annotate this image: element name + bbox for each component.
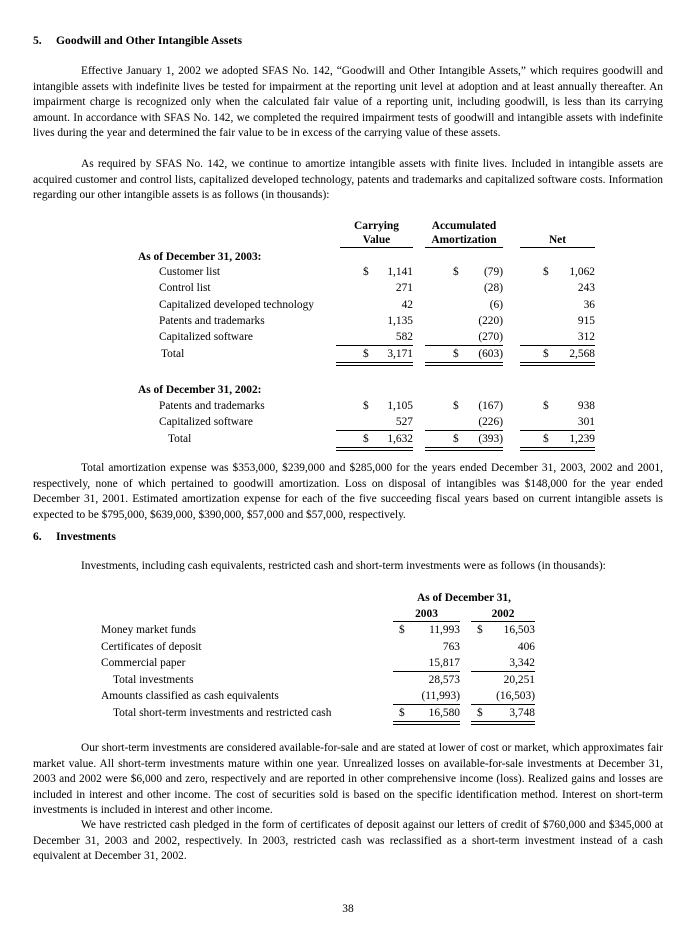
column-header-2003: 2003	[415, 608, 438, 620]
dollar-sign: $	[543, 433, 549, 445]
paragraph-text: We have restricted cash pledged in the form of certificates of deposit against our letters of credit of $760,000 and $345,000 at December 31, 2003 and 2002, respectively. In 2003, restricted cash was reclassified as a short-term investment instead of a cash equivalent at December 31, 2002.	[33, 819, 663, 863]
dollar-sign: $	[399, 707, 405, 719]
section-number: 6.	[33, 530, 42, 543]
header-line: Net	[548, 234, 567, 246]
dollar-sign: $	[453, 266, 459, 278]
net-value: 1,239	[569, 433, 595, 445]
row-label: Capitalized software	[159, 331, 253, 343]
accumulated-amortization: (603)	[478, 348, 503, 360]
section-title: Goodwill and Other Intangible Assets	[56, 34, 242, 47]
paragraph-text: Investments, including cash equivalents, restricted cash and short-term investments were as follows (in thousands):	[81, 560, 606, 572]
table-row	[0, 688, 696, 704]
dollar-sign: $	[363, 400, 369, 412]
value-2003: 28,573	[428, 674, 460, 686]
row-label: Amounts classified as cash equivalents	[101, 690, 279, 702]
accumulated-amortization: (167)	[478, 400, 503, 412]
carrying-value: 1,141	[387, 266, 413, 278]
carrying-value: 3,171	[387, 348, 413, 360]
value-2002: 406	[517, 641, 535, 653]
table-row	[0, 639, 696, 655]
dollar-sign: $	[543, 400, 549, 412]
net-value: 36	[583, 299, 595, 311]
row-label: Customer list	[159, 266, 221, 278]
value-2003: 763	[442, 641, 460, 653]
row-label: Certificates of deposit	[101, 641, 202, 653]
accumulated-amortization: (6)	[489, 299, 503, 311]
section-number: 5.	[33, 34, 42, 47]
paragraph-text: Total amortization expense was $353,000, $239,000 and $285,000 for the years ended December 31, 2003, 2002 and 2001, respectively, none of which pertained to goodwill amortization. Loss on disposal of intangibles was $148,000 for the year ended December 31, 2001. Estimated amortization expense for each of the five succeeding fiscal years based on current intangible assets is expected to be $795,000, $639,000, $390,000, $57,000 and $57,000, respectively.	[33, 462, 663, 521]
net-value: 2,568	[569, 348, 595, 360]
carrying-value: 582	[395, 331, 413, 343]
table-row	[0, 622, 696, 638]
row-label: Capitalized software	[159, 416, 253, 428]
dollar-sign: $	[543, 348, 549, 360]
row-label: Total	[168, 433, 192, 445]
value-2002: (16,503)	[496, 690, 535, 702]
value-2002: 3,748	[509, 707, 535, 719]
net-value: 243	[577, 282, 595, 294]
dollar-sign: $	[453, 348, 459, 360]
row-label: Control list	[159, 282, 211, 294]
value-2003: 15,817	[428, 657, 460, 669]
group-title-2002: As of December 31, 2002:	[138, 384, 262, 396]
row-label: Total investments	[113, 674, 194, 686]
table-row	[0, 655, 696, 671]
row-label: Capitalized developed technology	[159, 299, 314, 311]
page-number: 38	[342, 903, 354, 915]
table-row	[0, 672, 696, 688]
accumulated-amortization: (79)	[484, 266, 503, 278]
paragraph	[33, 818, 663, 865]
carrying-value: 1,632	[387, 433, 413, 445]
value-2003: 16,580	[428, 707, 460, 719]
dollar-sign: $	[399, 624, 405, 636]
carrying-value: 527	[395, 416, 413, 428]
row-label: Money market funds	[101, 624, 196, 636]
accumulated-amortization: (28)	[484, 282, 503, 294]
dollar-sign: $	[453, 400, 459, 412]
carrying-value: 1,105	[387, 400, 413, 412]
dollar-sign: $	[363, 433, 369, 445]
row-label: Patents and trademarks	[159, 315, 265, 327]
total-row	[0, 705, 696, 721]
value-2003: 11,993	[429, 624, 460, 636]
value-2002: 3,342	[509, 657, 535, 669]
paragraph-text: Effective January 1, 2002 we adopted SFAS No. 142, “Goodwill and Other Intangible Assets,” which requires goodwill and intangible assets with indefinite lives be tested for impairment at the reporting unit level at adoption and at least annually thereafter. An impairment charge is recognized only when the calculated fair value of a reporting unit, including goodwill, is less than its carrying amount. In accordance with SFAS No. 142, we completed the required impairment tests of goodwill and intangible assets with indefinite lives during the year and determined the fair value to be in excess of the carrying value of these assets.	[33, 65, 663, 140]
value-2003: (11,993)	[421, 690, 460, 702]
column-group-header: As of December 31,	[416, 592, 512, 604]
accumulated-amortization: (270)	[478, 331, 503, 343]
dollar-sign: $	[363, 348, 369, 360]
dollar-sign: $	[543, 266, 549, 278]
net-value: 312	[577, 331, 595, 343]
header-line: Carrying	[354, 220, 399, 232]
net-value: 1,062	[569, 266, 595, 278]
section-title: Investments	[56, 530, 116, 543]
net-value: 301	[577, 416, 595, 428]
net-value: 915	[577, 315, 595, 327]
row-label: Total	[161, 348, 185, 360]
group-title-2003: As of December 31, 2003:	[138, 251, 262, 263]
header-line: Value	[362, 234, 391, 246]
paragraph	[33, 741, 663, 819]
dollar-sign: $	[453, 433, 459, 445]
total-double-rule	[471, 721, 535, 725]
accumulated-amortization: (226)	[478, 416, 503, 428]
row-label: Commercial paper	[101, 657, 186, 669]
header-line: Accumulated	[431, 220, 497, 232]
net-value: 938	[577, 400, 595, 412]
column-header-2002: 2002	[491, 608, 515, 620]
header-line: Amortization	[431, 234, 497, 246]
dollar-sign: $	[363, 266, 369, 278]
carrying-value: 271	[395, 282, 413, 294]
dollar-sign: $	[477, 624, 483, 636]
paragraph-text: Our short-term investments are considered available-for-sale and are stated at lower of cost or market, which approximates fair market value. All short-term investments mature within one year. Unrealized losses on available-for-sale investments at December 31, 2003 and 2002 were $6,000 and zero, respectively and are reported in other comprehensive income (loss). Realized gains and losses are included in interest and other income. The cost of securities sold is based on the specific identification method. Interest on short-term investments is included in interest and other income.	[33, 742, 663, 817]
row-label: Patents and trademarks	[159, 400, 265, 412]
accumulated-amortization: (220)	[478, 315, 503, 327]
paragraph-text: As required by SFAS No. 142, we continue to amortize intangible assets with finite lives. Included in intangible assets are acquired customer and control lists, capitalized developed technology, patents and trademarks and capitalized software costs. Information regarding our other intangible assets is as follows (in thousands):	[33, 158, 663, 202]
dollar-sign: $	[477, 707, 483, 719]
row-label: Total short-term investments and restricted cash	[113, 707, 332, 719]
accumulated-amortization: (393)	[478, 433, 503, 445]
value-2002: 20,251	[503, 674, 535, 686]
carrying-value: 42	[401, 299, 413, 311]
carrying-value: 1,135	[387, 315, 413, 327]
value-2002: 16,503	[503, 624, 535, 636]
total-double-rule	[393, 721, 460, 725]
